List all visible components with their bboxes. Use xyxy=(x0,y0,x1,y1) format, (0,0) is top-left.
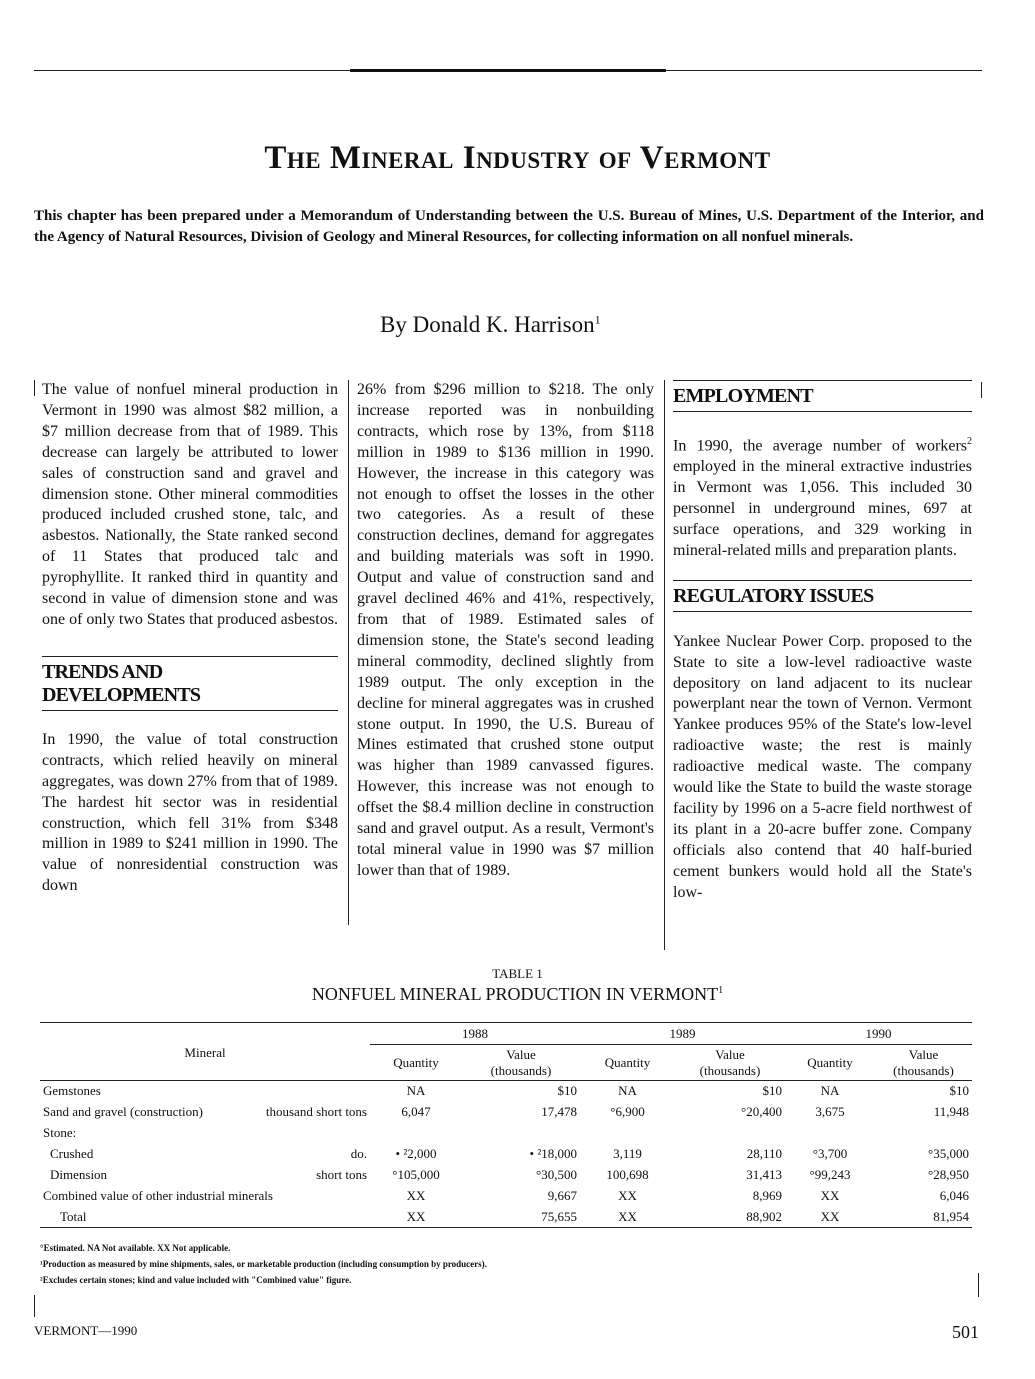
row-unit: short tons xyxy=(316,1167,367,1182)
paragraph-trends-continued: 26% from $296 million to $218. The only increase reported was in nonbuilding contracts, which rose by 13%, from $118 million in 1989 to $136 million in 1990. However, the increase in this category was not enough to offset the losses in the other two categories. As a result of these construction declines, demand for aggregates and building materials was soft in 1990. Output and value of construction sand and gravel declined 46% and 41%, respectively, from that of 1989. Estimated sales of dimension stone, the State's second leading mineral commodity, declined slightly from 1989 output. The only exception in the decline for mineral aggregates was in crushed stone output. In 1990, the U.S. Bureau of Mines estimated that crushed stone output was higher than 1989 canvassed figures. However, this increase was not enough to offset the $8.4 million decline in construction sand and gravel output. As a result, Vermont's total mineral value in 1990 was $7 million lower than that of 1989. xyxy=(357,381,654,879)
table-cell: °28,950 xyxy=(928,1167,969,1182)
footnote: ¹Production as measured by mine shipments, sales, or marketable production (including consumption by producers). xyxy=(40,1259,487,1269)
row-label: Total xyxy=(60,1208,87,1224)
column-rule-1 xyxy=(348,380,349,925)
employment-text-a: In 1990, the average number of workers xyxy=(673,437,967,455)
value-header-line2: (thousands) xyxy=(490,1062,552,1078)
table-cell: NA xyxy=(618,1083,637,1099)
table-cell: °3,700 xyxy=(812,1146,848,1161)
value-header xyxy=(875,1045,972,1081)
table-cell: XX xyxy=(406,1188,426,1203)
quantity-header: Quantity xyxy=(393,1054,439,1070)
column-3 xyxy=(673,380,972,904)
table-cell: $10 xyxy=(949,1083,969,1099)
table-cell: XX xyxy=(820,1208,840,1224)
table-title xyxy=(0,984,1035,1005)
table-title-mark: 1 xyxy=(718,985,724,996)
year-header-1989: 1989 xyxy=(580,1023,785,1045)
table-cell: 100,698 xyxy=(606,1167,649,1182)
row-label-text: Crushed xyxy=(50,1146,94,1161)
row-unit: thousand short tons xyxy=(265,1104,367,1119)
footer-rule-right xyxy=(978,1273,979,1297)
table-cell: 6,046 xyxy=(939,1188,969,1203)
table-cell: • ²2,000 xyxy=(395,1146,437,1161)
table-cell: • ²18,000 xyxy=(529,1146,577,1161)
table-cell: XX xyxy=(820,1188,840,1203)
table-row xyxy=(40,1102,972,1123)
table-title-text: NONFUEL MINERAL PRODUCTION IN VERMONT xyxy=(311,984,719,1004)
table-cell: NA xyxy=(820,1083,840,1099)
heading-trends-line2: DEVELOPMENTS xyxy=(42,683,201,706)
quantity-header: Quantity xyxy=(604,1054,651,1070)
table-cell: °35,000 xyxy=(928,1146,969,1161)
table-row xyxy=(40,1144,972,1165)
table-cell: 75,655 xyxy=(541,1208,577,1224)
table-cell: XX xyxy=(618,1208,637,1224)
heading-employment: EMPLOYMENT xyxy=(673,380,972,412)
footer-rule-left xyxy=(34,1295,35,1317)
table-cell: XX xyxy=(618,1188,637,1203)
value-header-line2: (thousands) xyxy=(893,1062,954,1078)
table-cell: 3,119 xyxy=(613,1146,642,1161)
heading-trends-line1: TRENDS AND xyxy=(42,660,163,683)
row-label: Stone: xyxy=(43,1125,77,1140)
table-cell: XX xyxy=(406,1208,426,1224)
table-cell: 88,902 xyxy=(746,1208,782,1224)
column-2 xyxy=(357,380,654,882)
byline-footnote-mark: 1 xyxy=(594,312,601,327)
row-label xyxy=(40,1102,370,1123)
byline xyxy=(380,312,601,338)
table-row xyxy=(40,1165,972,1186)
mineral-column-header: Mineral xyxy=(40,1023,370,1081)
row-label xyxy=(40,1165,370,1186)
column-rule-right xyxy=(981,382,982,398)
table-cell: 31,413 xyxy=(746,1167,782,1182)
chapter-intro: This chapter has been prepared under a Memorandum of Understanding between the U.S. Bureau of Mines, U.S. Department of the Interior, and the Agency of Natural Resources, Division of Geology and Mineral Resources, for collecting information on all nonfuel minerals. xyxy=(34,208,984,245)
table-row-total xyxy=(40,1207,972,1228)
employment-footnote-mark: 2 xyxy=(967,436,972,447)
table-row xyxy=(40,1123,972,1144)
value-header xyxy=(462,1045,580,1081)
table-cell: 3,675 xyxy=(815,1104,845,1119)
table-cell: 17,478 xyxy=(541,1104,577,1119)
paragraph-employment xyxy=(673,432,972,562)
table-cell: 8,969 xyxy=(752,1188,782,1203)
footnote: °Estimated. NA Not available. XX Not applicable. xyxy=(40,1243,231,1253)
chapter-title: The Mineral Industry of Vermont xyxy=(264,140,771,176)
production-table xyxy=(40,1022,972,1228)
running-footer: VERMONT—1990 xyxy=(34,1323,138,1338)
table-cell: $10 xyxy=(762,1083,782,1099)
table-cell: °105,000 xyxy=(392,1167,440,1182)
year-header-1988: 1988 xyxy=(370,1023,580,1045)
table-cell: 28,110 xyxy=(746,1146,782,1161)
footnote: ²Excludes certain stones; kind and value included with "Combined value" figure. xyxy=(40,1275,352,1285)
paragraph-trends: In 1990, the value of total construction contracts, which relied heavily on mineral aggregates, was down 27% from that of 1989. The hardest hit sector was in residential construction, which fell 31% from $348 million in 1989 to $241 million in 1990. The value of nonresidential construction was down xyxy=(42,730,338,895)
table-cell: 11,948 xyxy=(933,1104,969,1119)
row-label xyxy=(40,1144,370,1165)
page-number: 501 xyxy=(952,1322,979,1342)
table-cell-empty xyxy=(370,1123,972,1144)
table-cell: 6,047 xyxy=(401,1104,431,1119)
table-cell: 81,954 xyxy=(933,1208,969,1224)
column-rule-left xyxy=(34,380,35,396)
table-row xyxy=(40,1186,972,1207)
quantity-header: Quantity xyxy=(807,1054,853,1070)
row-unit: do. xyxy=(350,1146,367,1161)
row-label: Gemstones xyxy=(43,1083,101,1099)
year-header-1990: 1990 xyxy=(785,1023,972,1045)
table-cell: °20,400 xyxy=(741,1104,782,1119)
row-label: Combined value of other industrial minerals xyxy=(43,1188,273,1203)
value-header-line1: Value xyxy=(715,1046,745,1062)
top-rule-accent xyxy=(350,69,666,72)
row-label-text: Dimension xyxy=(50,1167,108,1182)
table-cell: 9,667 xyxy=(547,1188,577,1203)
paragraph-overview: The value of nonfuel mineral production in Vermont in 1990 was almost $82 million, a $7 million decrease from that of 1989. This decrease can largely be attributed to lower sales of construction sand and gravel and dimension stone. Other mineral commodities produced included crushed stone, talc, and asbestos. Nationally, the State ranked second of 11 States that produced talc and pyrophyllite. It ranked third in quantity and second in value of dimension stone and was one of only two States that produced asbestos. xyxy=(42,381,338,628)
column-rule-2 xyxy=(664,380,665,950)
heading-trends xyxy=(42,656,338,711)
table-cell: $10 xyxy=(557,1083,577,1099)
column-1 xyxy=(42,380,338,897)
value-header-line1: Value xyxy=(506,1046,536,1062)
table-cell: °30,500 xyxy=(536,1167,577,1182)
table-cell: °99,243 xyxy=(809,1167,851,1182)
value-header-line2: (thousands) xyxy=(699,1062,761,1078)
byline-text: By Donald K. Harrison xyxy=(380,312,595,337)
employment-text-b: employed in the mineral extractive industries in Vermont was 1,056. This included 30 personnel in underground mines, 697 at surface operations, and 329 working in mineral-related mills and preparation plants. xyxy=(673,458,972,559)
paragraph-regulatory: Yankee Nuclear Power Corp. proposed to the State to site a low-level radioactive waste depository on land adjacent to its nuclear powerplant near the town of Vernon. Vermont Yankee produces 95% of the State's low-level radioactive waste; the rest is mainly radioactive medical waste. The company would like the State to build the waste storage facility by 1996 on a 5-acre field northwest of its plant in a 20-acre buffer zone. Company officials also contend that 40 half-buried cement bunkers would hold all the State's low- xyxy=(673,632,972,901)
table-cell: NA xyxy=(406,1083,426,1099)
table-footnotes xyxy=(40,1240,980,1288)
table-number: TABLE 1 xyxy=(492,966,543,981)
table-cell: °6,900 xyxy=(610,1104,645,1119)
value-header xyxy=(675,1045,785,1081)
value-header-line1: Value xyxy=(908,1046,939,1062)
row-label-text: Sand and gravel (construction) xyxy=(43,1104,203,1119)
table-row xyxy=(40,1081,972,1102)
heading-regulatory: REGULATORY ISSUES xyxy=(673,580,972,612)
